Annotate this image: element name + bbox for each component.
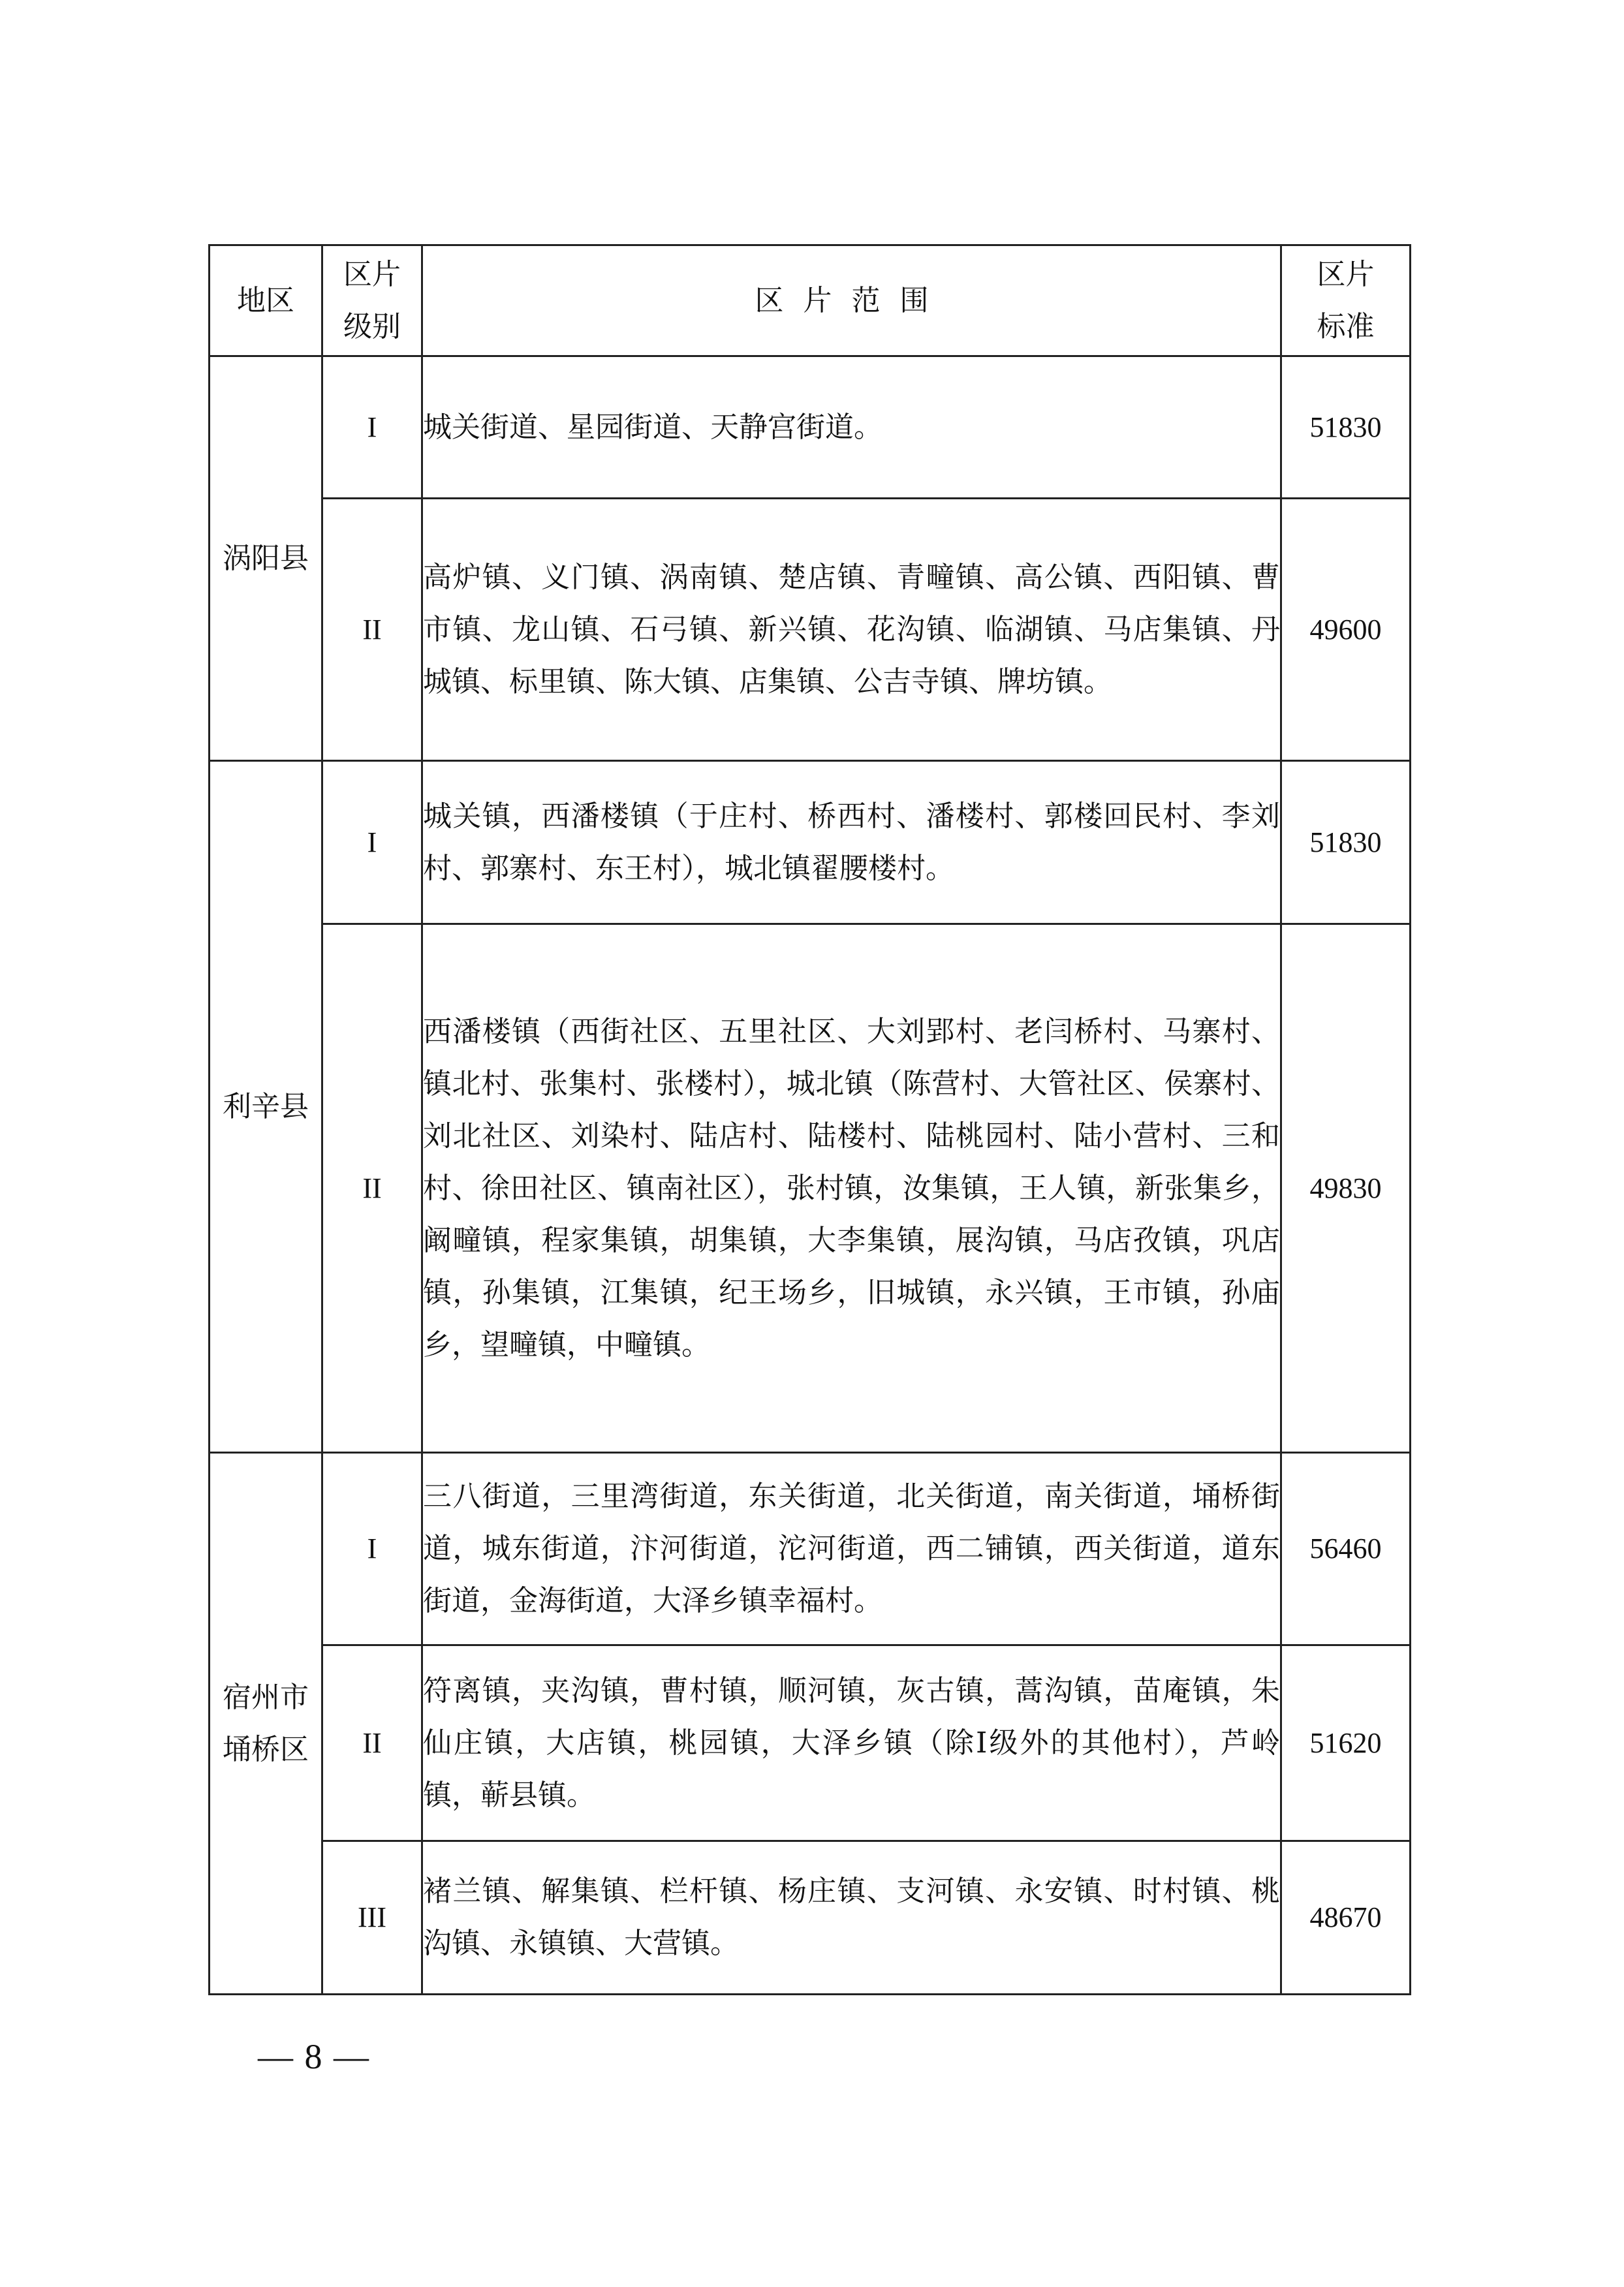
area-cell [210, 1453, 322, 1995]
table-row [210, 356, 1411, 499]
area-cell [210, 356, 322, 761]
range-cell: 三八街道，三里湾街道，东关街道，北关街道，南关街道，埇桥街道，城东街道，汴河街道，沱河街道，西二铺镇，西关街道，道东街道，金海街道，大泽乡镇幸福村。 [422, 1453, 1281, 1645]
standard-cell: 49830 [1281, 924, 1411, 1453]
table-row [210, 1645, 1411, 1841]
table-row [210, 1841, 1411, 1995]
land-price-table [208, 244, 1411, 1995]
standard-cell: 56460 [1281, 1453, 1411, 1645]
table-row [210, 924, 1411, 1453]
table-row [210, 1453, 1411, 1645]
standard-cell: 49600 [1281, 499, 1411, 761]
header-standard-text: 区片标准 [1317, 257, 1375, 343]
page-number: — 8 — [258, 2037, 370, 2076]
level-cell: I [322, 356, 422, 499]
range-cell: 褚兰镇、解集镇、栏杆镇、杨庄镇、支河镇、永安镇、时村镇、桃沟镇、永镇镇、大营镇。 [422, 1841, 1281, 1995]
level-cell: II [322, 1645, 422, 1841]
range-cell: 城关街道、星园街道、天静宫街道。 [422, 356, 1281, 499]
header-level [322, 245, 422, 356]
range-cell: 符离镇，夹沟镇，曹村镇，顺河镇，灰古镇，蒿沟镇，苗庵镇，朱仙庄镇，大店镇，桃园镇，大泽乡镇（除I级外的其他村），芦岭镇，蕲县镇。 [422, 1645, 1281, 1841]
standard-cell: 51830 [1281, 356, 1411, 499]
level-cell: III [322, 1841, 422, 1995]
range-cell: 城关镇，西潘楼镇（于庄村、桥西村、潘楼村、郭楼回民村、李刘村、郭寨村、东王村），城北镇翟腰楼村。 [422, 761, 1281, 924]
table-header-row [210, 245, 1411, 356]
header-range: 区片范围 [422, 245, 1281, 356]
standard-cell: 51620 [1281, 1645, 1411, 1841]
header-standard [1281, 245, 1411, 356]
header-area: 地区 [210, 245, 322, 356]
level-cell: II [322, 499, 422, 761]
table-row [210, 499, 1411, 761]
area-text: 涡阳县 [223, 541, 309, 575]
standard-cell: 51830 [1281, 761, 1411, 924]
level-cell: I [322, 1453, 422, 1645]
level-cell: II [322, 924, 422, 1453]
standard-cell: 48670 [1281, 1841, 1411, 1995]
range-cell: 西潘楼镇（西街社区、五里社区、大刘郢村、老闫桥村、马寨村、镇北村、张集村、张楼村），城北镇（陈营村、大管社区、侯寨村、刘北社区、刘染村、陆店村、陆楼村、陆桃园村、陆小营村、三和村、徐田社区、镇南社区），张村镇，汝集镇，王人镇，新张集乡，阚疃镇，程家集镇，胡集镇，大李集镇，展沟镇，马店孜镇，巩店镇，孙集镇，江集镇，纪王场乡，旧城镇，永兴镇，王市镇，孙庙乡，望疃镇，中疃镇。 [422, 924, 1281, 1453]
area-text: 宿州市埇桥区 [223, 1680, 309, 1766]
area-cell [210, 761, 322, 1453]
header-level-text: 区片级别 [343, 257, 401, 343]
table-row [210, 761, 1411, 924]
range-cell: 高炉镇、义门镇、涡南镇、楚店镇、青疃镇、高公镇、西阳镇、曹市镇、龙山镇、石弓镇、新兴镇、花沟镇、临湖镇、马店集镇、丹城镇、标里镇、陈大镇、店集镇、公吉寺镇、牌坊镇。 [422, 499, 1281, 761]
area-text: 利辛县 [223, 1089, 309, 1123]
level-cell: I [322, 761, 422, 924]
